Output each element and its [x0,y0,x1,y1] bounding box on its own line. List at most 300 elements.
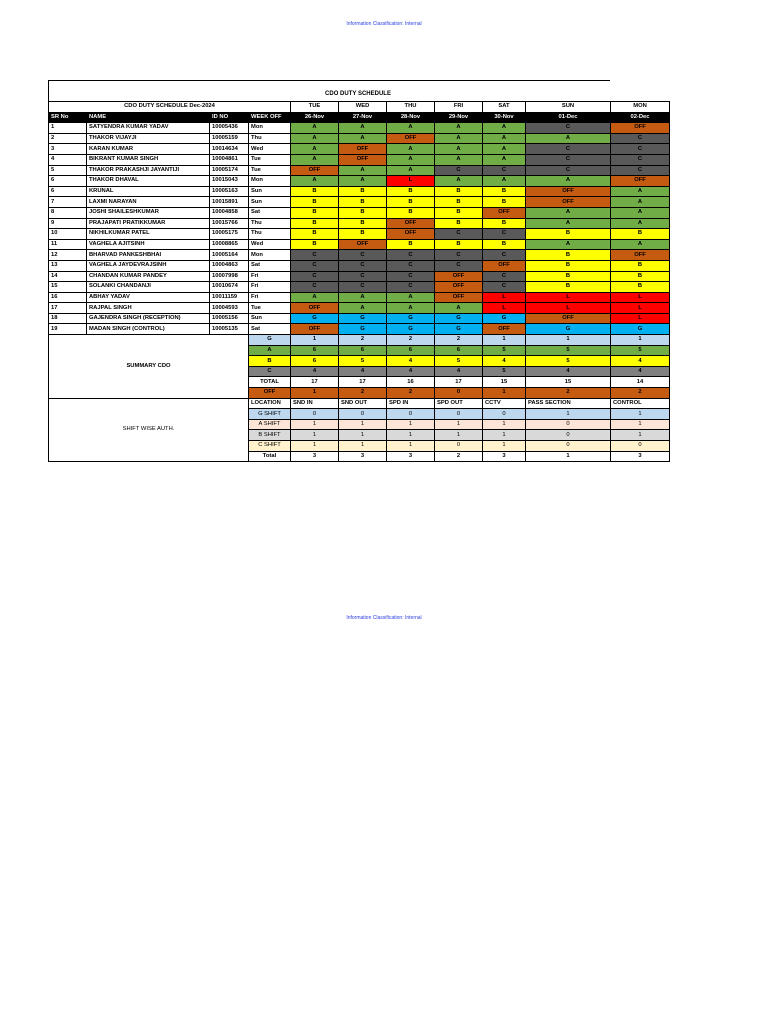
staff-id: 10015043 [210,176,249,187]
week-off: Tue [249,303,291,314]
shift-cell: A [435,123,483,134]
shift-cell: B [339,186,387,197]
schedule-subtitle: CDO DUTY SCHEDULE Dec-2024 [49,102,291,113]
summary-value: 1 [526,335,611,346]
shift-cell: B [435,186,483,197]
shift-cell: B [291,229,339,240]
shift-cell: B [611,282,670,293]
summary-label: SUMMARY CDO [49,335,249,399]
staff-name: SOLANKI CHANDANJI [87,282,210,293]
summary-value: 1 [291,388,339,399]
shift-cell: B [483,239,526,250]
shift-cell: OFF [387,133,435,144]
shiftwise-header: PASS SECTION [526,398,611,409]
shift-cell: C [611,144,670,155]
summary-value: 15 [483,377,526,388]
shift-cell: OFF [611,176,670,187]
shift-cell: B [435,239,483,250]
week-off: Tue [249,154,291,165]
shift-count: 1 [339,430,387,441]
summary-key: A [249,345,291,356]
summary-value: 2 [435,335,483,346]
shift-cell: A [387,144,435,155]
shift-count: 1 [483,441,526,452]
shift-cell: A [483,144,526,155]
summary-value: 5 [526,345,611,356]
sr-no: 9 [49,218,87,229]
shiftwise-header: SPD OUT [435,398,483,409]
summary-value: 4 [611,356,670,367]
shift-cell: B [526,282,611,293]
week-off: Tue [249,165,291,176]
staff-id: 10015766 [210,218,249,229]
day-header-row [49,102,670,113]
shift-cell: A [387,123,435,134]
shift-cell: A [526,218,611,229]
shift-key: A SHIFT [249,419,291,430]
sr-no: 6 [49,186,87,197]
shift-cell: A [483,133,526,144]
staff-id: 10005174 [210,165,249,176]
shift-cell: A [339,303,387,314]
sr-no: 6 [49,176,87,187]
classification-label-bottom: Information Classification: Internal [346,615,422,621]
title-border [48,80,610,81]
staff-row [49,303,670,314]
shift-cell: C [611,154,670,165]
shift-cell: OFF [526,197,611,208]
shift-cell: OFF [435,282,483,293]
shift-cell: OFF [291,324,339,335]
shift-cell: B [291,239,339,250]
staff-id: 10004863 [210,260,249,271]
shift-count: 1 [387,441,435,452]
summary-value: 2 [339,388,387,399]
staff-row [49,186,670,197]
shift-count: 3 [483,451,526,462]
shift-cell: B [483,197,526,208]
staff-row [49,218,670,229]
staff-name: KRUNAL [87,186,210,197]
shift-count: 1 [526,409,611,420]
shift-cell: C [483,229,526,240]
shift-cell: A [526,239,611,250]
shift-cell: A [611,186,670,197]
staff-row [49,197,670,208]
shift-count: 1 [291,430,339,441]
shift-cell: C [483,271,526,282]
shift-cell: A [291,123,339,134]
staff-id: 10005163 [210,186,249,197]
date-header: 30-Nov [483,112,526,123]
date-header: 01-Dec [526,112,611,123]
week-off: Thu [249,229,291,240]
staff-id: 10005175 [210,229,249,240]
shift-count: 0 [435,441,483,452]
shift-cell: B [483,186,526,197]
shift-count: 1 [387,430,435,441]
summary-value: 4 [291,366,339,377]
shift-cell: B [291,197,339,208]
shift-cell: C [526,144,611,155]
week-off: Wed [249,144,291,155]
week-off: Sat [249,324,291,335]
date-header: 26-Nov [291,112,339,123]
staff-name: SATYENDRA KUMAR YADAV [87,123,210,134]
week-off: Sat [249,260,291,271]
staff-row [49,176,670,187]
shift-count: 3 [387,451,435,462]
staff-name: LAXMI NARAYAN [87,197,210,208]
shift-count: 0 [526,419,611,430]
shift-count: 0 [526,441,611,452]
summary-value: 4 [339,366,387,377]
shift-count: 1 [435,419,483,430]
shift-cell: B [435,197,483,208]
date-header: 28-Nov [387,112,435,123]
week-off: Thu [249,218,291,229]
shift-cell: B [339,218,387,229]
shift-cell: B [291,186,339,197]
sr-no: 8 [49,207,87,218]
sr-no: 3 [49,144,87,155]
staff-row [49,144,670,155]
shift-key: Total [249,451,291,462]
shift-cell: C [339,271,387,282]
shift-cell: G [339,313,387,324]
summary-value: 2 [339,335,387,346]
staff-name: GAJENDRA SINGH (RECEPTION) [87,313,210,324]
shift-cell: A [339,176,387,187]
staff-id: 10004858 [210,207,249,218]
summary-value: 5 [339,356,387,367]
staff-id: 10011159 [210,292,249,303]
shift-cell: B [339,229,387,240]
shift-cell: L [526,303,611,314]
sr-no: 10 [49,229,87,240]
staff-id: 10005156 [210,313,249,324]
staff-id: 10005135 [210,324,249,335]
shift-count: 1 [291,419,339,430]
week-off: Fri [249,282,291,293]
staff-name: ABHAY YADAV [87,292,210,303]
summary-value: 0 [435,388,483,399]
staff-name: MADAN SINGH (CONTROL) [87,324,210,335]
summary-value: 1 [483,335,526,346]
summary-value: 4 [526,366,611,377]
staff-name: VAGHELA AJITSINH [87,239,210,250]
date-header: 27-Nov [339,112,387,123]
shift-cell: A [526,133,611,144]
shift-cell: C [387,282,435,293]
sr-no: 14 [49,271,87,282]
shift-cell: A [387,303,435,314]
summary-value: 17 [435,377,483,388]
shift-cell: G [387,324,435,335]
shift-key: B SHIFT [249,430,291,441]
shift-cell: A [339,123,387,134]
schedule-table [48,101,670,462]
summary-value: 5 [526,356,611,367]
shift-cell: C [611,165,670,176]
shiftwise-header: SND IN [291,398,339,409]
shift-cell: A [611,239,670,250]
shift-cell: OFF [387,229,435,240]
shift-count: 1 [291,441,339,452]
week-off: Wed [249,239,291,250]
shift-cell: B [387,207,435,218]
shift-cell: C [483,282,526,293]
shift-cell: OFF [291,165,339,176]
shift-cell: OFF [291,303,339,314]
summary-key: C [249,366,291,377]
staff-name: THAKOR DHAVAL [87,176,210,187]
shift-cell: OFF [483,260,526,271]
summary-value: 4 [387,366,435,377]
summary-key: G [249,335,291,346]
shift-cell: B [526,250,611,261]
column-header: NAME [87,112,210,123]
shift-cell: A [483,154,526,165]
staff-id: 10014634 [210,144,249,155]
staff-row [49,250,670,261]
shiftwise-header: CONTROL [611,398,670,409]
summary-key: TOTAL [249,377,291,388]
shift-count: 0 [611,441,670,452]
summary-value: 4 [611,366,670,377]
shift-count: 1 [611,409,670,420]
staff-row [49,154,670,165]
summary-value: 5 [483,366,526,377]
shift-cell: C [526,123,611,134]
sr-no: 11 [49,239,87,250]
shift-cell: A [435,144,483,155]
shift-cell: A [526,207,611,218]
shift-cell: C [611,133,670,144]
staff-id: 10007998 [210,271,249,282]
shift-count: 0 [526,430,611,441]
sr-no: 5 [49,165,87,176]
staff-row [49,239,670,250]
day-header: TUE [291,102,339,113]
shift-count: 1 [435,430,483,441]
summary-value: 4 [435,366,483,377]
shift-cell: B [339,197,387,208]
shift-cell: B [387,239,435,250]
shift-cell: OFF [611,250,670,261]
shift-cell: B [435,218,483,229]
shift-cell: B [291,207,339,218]
shift-cell: C [483,165,526,176]
shift-count: 3 [339,451,387,462]
week-off: Sun [249,313,291,324]
summary-value: 2 [611,388,670,399]
shift-count: 3 [291,451,339,462]
staff-row [49,123,670,134]
sr-no: 7 [49,197,87,208]
shift-cell: L [526,292,611,303]
shift-cell: B [387,186,435,197]
date-header: 02-Dec [611,112,670,123]
shift-count: 1 [483,419,526,430]
shiftwise-label: SHIFT WISE AUTH. [49,398,249,462]
week-off: Sun [249,197,291,208]
staff-row [49,324,670,335]
shift-cell: L [611,313,670,324]
staff-name: VAGHELA JAYDEVRAJSINH [87,260,210,271]
shift-cell: A [611,197,670,208]
day-header: THU [387,102,435,113]
shift-cell: A [339,165,387,176]
shift-key: C SHIFT [249,441,291,452]
sr-no: 15 [49,282,87,293]
shift-cell: C [435,229,483,240]
shift-count: 0 [339,409,387,420]
shift-cell: OFF [483,324,526,335]
staff-row [49,229,670,240]
week-off: Thu [249,133,291,144]
week-off: Fri [249,292,291,303]
shift-cell: B [526,271,611,282]
sr-no: 16 [49,292,87,303]
week-off: Mon [249,123,291,134]
shift-cell: G [526,324,611,335]
shift-cell: A [339,133,387,144]
shift-cell: B [339,207,387,218]
summary-value: 6 [435,345,483,356]
shift-count: 1 [483,430,526,441]
summary-row [49,335,670,346]
staff-id: 10005164 [210,250,249,261]
shift-cell: OFF [526,313,611,324]
shift-cell: C [435,260,483,271]
summary-value: 1 [483,388,526,399]
shiftwise-header: SND OUT [339,398,387,409]
shift-count: 0 [435,409,483,420]
shift-cell: B [483,218,526,229]
summary-value: 4 [387,356,435,367]
shift-cell: G [339,324,387,335]
shift-cell: OFF [387,218,435,229]
shift-cell: C [435,165,483,176]
staff-id: 10015891 [210,197,249,208]
shift-cell: A [435,303,483,314]
shift-cell: C [291,250,339,261]
staff-row [49,313,670,324]
shift-cell: B [611,260,670,271]
shift-cell: C [339,282,387,293]
shift-cell: A [291,133,339,144]
shift-cell: G [435,324,483,335]
column-header: ID NO [210,112,249,123]
shift-cell: C [291,282,339,293]
schedule-title: CDO DUTY SCHEDULE [325,91,391,97]
shift-cell: C [435,250,483,261]
shift-count: 1 [339,441,387,452]
sr-no: 19 [49,324,87,335]
staff-id: 10008865 [210,239,249,250]
shift-cell: A [526,176,611,187]
classification-label-top: Information Classification: Internal [346,21,422,27]
shift-cell: OFF [339,144,387,155]
staff-name: JOSHI SHAILESHKUMAR [87,207,210,218]
shift-cell: A [483,123,526,134]
summary-value: 6 [339,345,387,356]
shift-count: 0 [387,409,435,420]
day-header: SUN [526,102,611,113]
column-header-row [49,112,670,123]
shift-cell: OFF [435,271,483,282]
shift-cell: G [435,313,483,324]
summary-value: 2 [387,335,435,346]
shift-cell: L [483,303,526,314]
staff-row [49,292,670,303]
summary-value: 5 [483,345,526,356]
shiftwise-header-row [49,398,670,409]
summary-key: OFF [249,388,291,399]
shift-count: 0 [483,409,526,420]
shift-cell: L [611,292,670,303]
sr-no: 2 [49,133,87,144]
staff-id: 10004593 [210,303,249,314]
shift-cell: L [387,176,435,187]
shift-cell: B [526,229,611,240]
shift-cell: OFF [483,207,526,218]
shift-cell: A [291,154,339,165]
shift-count: 2 [435,451,483,462]
shift-cell: A [291,176,339,187]
shift-cell: A [611,207,670,218]
summary-value: 1 [291,335,339,346]
shift-count: 1 [526,451,611,462]
week-off: Mon [249,250,291,261]
shift-count: 3 [611,451,670,462]
day-header: WED [339,102,387,113]
shift-count: 0 [291,409,339,420]
shift-cell: G [611,324,670,335]
summary-value: 14 [611,377,670,388]
shift-cell: B [387,197,435,208]
staff-name: THAKOR VIJAYJI [87,133,210,144]
summary-value: 4 [483,356,526,367]
summary-value: 6 [291,345,339,356]
shift-cell: C [291,271,339,282]
staff-row [49,260,670,271]
day-header: FRI [435,102,483,113]
shift-cell: G [387,313,435,324]
shift-count: 1 [339,419,387,430]
day-header: SAT [483,102,526,113]
shift-cell: C [387,250,435,261]
summary-value: 17 [291,377,339,388]
sr-no: 18 [49,313,87,324]
staff-row [49,271,670,282]
staff-row [49,165,670,176]
sr-no: 1 [49,123,87,134]
staff-id: 10005436 [210,123,249,134]
staff-name: THAKOR PRAKASHJI JAYANTIJI [87,165,210,176]
summary-value: 2 [526,388,611,399]
shift-cell: C [526,165,611,176]
shift-cell: A [387,154,435,165]
shift-cell: A [435,133,483,144]
staff-name: PRAJAPATI PRATIKKUMAR [87,218,210,229]
shift-cell: B [611,271,670,282]
shift-cell: A [291,144,339,155]
shift-count: 1 [611,419,670,430]
shift-cell: C [339,250,387,261]
shiftwise-header: LOCATION [249,398,291,409]
